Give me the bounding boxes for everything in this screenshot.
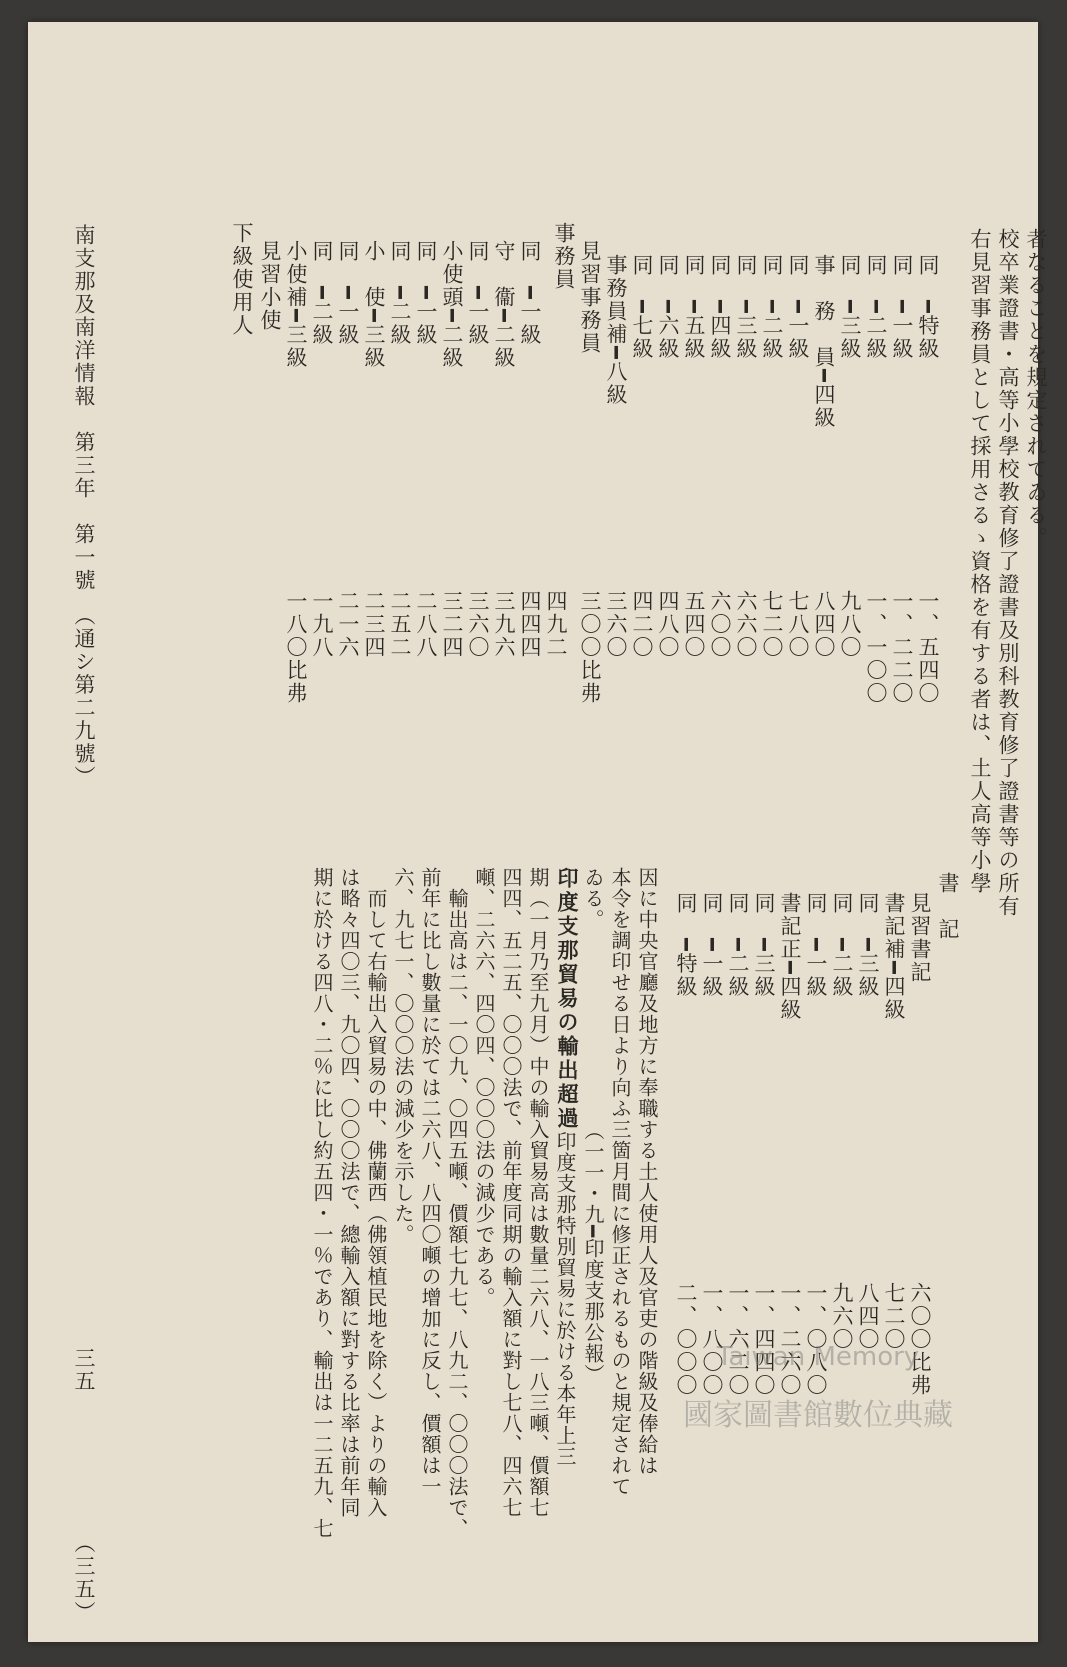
text-bottom-3: ゐる。 （一一・九━印度支那公報）	[581, 867, 605, 1386]
text-bottom-12: は略々四〇三、九〇四、〇〇〇法で、總輸入額に對する比率は前年同	[337, 867, 361, 1518]
col-top-8: 同 ━一級	[414, 240, 438, 347]
amount-top-16: 五四〇	[682, 590, 706, 659]
amount-top-6: 二八八	[414, 590, 438, 659]
amount-top-20: 七八〇	[786, 590, 810, 659]
col-bottom-2: 見習書記	[908, 892, 932, 984]
amount-top-1: 一八〇比弗	[284, 590, 308, 705]
amount-top-22: 九八〇	[838, 590, 862, 659]
text-bottom-7: 噸、二六六、四〇四、〇〇〇法の減少である。	[472, 867, 496, 1308]
col-bottom-1: 書 記	[936, 872, 960, 941]
text-bottom-4: 印度支那特別貿易に於ける本年上三	[553, 1110, 577, 1467]
document-page	[28, 22, 1048, 1642]
amount-bottom-1: 六〇〇比弗	[908, 1282, 932, 1397]
amount-top-11: 四九二	[544, 590, 568, 659]
col-top-13: 事務員	[552, 222, 576, 291]
amount-top-17: 六〇〇	[708, 590, 732, 659]
amount-bottom-7: 一、四四〇	[752, 1282, 776, 1397]
amount-top-3: 二一六	[336, 590, 360, 659]
journal-title-footer: 南支那及南洋情報 第三年 第一號 （通シ第二九號）	[72, 224, 96, 789]
col-top-17: 同 ━六級	[656, 254, 680, 361]
col-top-15: 事務員補━八級	[604, 254, 628, 407]
col-top-14: 見習事務員	[578, 240, 602, 355]
col-top-6: 小 使━三級	[362, 240, 386, 370]
col-bottom-3: 書記補━四級	[882, 892, 906, 1022]
paragraph-top-2: 校卒業證書・高等小學校教育修了證書及別科教育修了證書等の所有	[996, 228, 1020, 918]
col-top-20: 同 ━三級	[734, 254, 758, 361]
amount-bottom-2: 七二〇	[882, 1282, 906, 1351]
text-bottom-5: 期（一月乃至九月）中の輸入貿易高は數量二六八、一八三噸、價額七	[526, 867, 550, 1518]
amount-top-7: 三二四	[440, 590, 464, 659]
col-top-19: 同 ━四級	[708, 254, 732, 361]
col-bottom-6: 同 ━一級	[804, 892, 828, 999]
page-number-right: （三五）	[72, 1532, 96, 1624]
amount-top-4: 二三四	[362, 590, 386, 659]
col-top-27: 同 ━特級	[916, 254, 940, 361]
col-bottom-11: 同 ━特級	[674, 892, 698, 999]
amount-bottom-4: 九六〇	[830, 1282, 854, 1351]
amount-bottom-3: 八四〇	[856, 1282, 880, 1351]
amount-top-24: 一、二二〇	[890, 590, 914, 705]
col-bottom-5: 同 ━二級	[830, 892, 854, 999]
section-heading: 印度支那貿易の輸出超過	[555, 867, 580, 1131]
amount-bottom-10: 二、〇〇〇	[674, 1282, 698, 1397]
col-bottom-10: 同 ━一級	[700, 892, 724, 999]
watermark-en: Taiwan Memory	[716, 1342, 920, 1372]
text-bottom-6: 四四、五二五、〇〇〇法で、前年度同期の輸入額に對し七八、四六七	[499, 867, 523, 1518]
amount-top-13: 三六〇	[604, 590, 628, 659]
text-bottom-10: 六、九七一、〇〇〇法の減少を示した。	[391, 867, 415, 1245]
text-bottom-13: 期に於ける四八・二％に比し約五四・一％であり、輸出は一二五九、七	[310, 867, 334, 1539]
col-top-7: 同 ━二級	[388, 240, 412, 347]
col-bottom-9: 同 ━二級	[726, 892, 750, 999]
amount-top-5: 二五二	[388, 590, 412, 659]
col-top-5: 同 ━一級	[336, 240, 360, 347]
amount-bottom-5: 一、〇八〇	[804, 1282, 828, 1397]
amount-top-12: 三〇〇比弗	[578, 590, 602, 705]
col-top-12: 同 ━一級	[518, 240, 542, 347]
col-top-21: 同 ━二級	[760, 254, 784, 361]
col-top-3: 小使補━三級	[284, 240, 308, 370]
col-top-9: 小使頭━二級	[440, 240, 464, 370]
text-bottom-2: 本令を調印せる日より向ふ三箇月間に修正されるものと規定されて	[608, 867, 632, 1497]
amount-top-8: 三六〇	[466, 590, 490, 659]
amount-bottom-9: 一、八〇〇	[700, 1282, 724, 1397]
text-bottom-9: 前年に比し數量に於ては二六八、八四〇噸の增加に反し、價額は一	[418, 867, 442, 1497]
watermark	[678, 1342, 958, 1472]
col-top-2: 見習小使	[258, 240, 282, 332]
amount-top-21: 八四〇	[812, 590, 836, 659]
col-top-1: 下級使用人	[230, 222, 254, 337]
amount-top-2: 一九八	[310, 590, 334, 659]
text-bottom-11: 而して右輸出入貿易の中、佛蘭西（佛領植民地を除く）よりの輸入	[364, 867, 388, 1518]
amount-top-15: 四八〇	[656, 590, 680, 659]
col-top-24: 同 ━三級	[838, 254, 862, 361]
amount-bottom-6: 一、二六〇	[778, 1282, 802, 1397]
col-top-26: 同 ━一級	[890, 254, 914, 361]
col-top-11: 守 衞━二級	[492, 240, 516, 370]
text-bottom-8: 輸出高は二、一〇九、〇四五噸、價額七九七、八九二、〇〇〇法で、	[445, 867, 469, 1539]
col-top-25: 同 ━二級	[864, 254, 888, 361]
amount-bottom-8: 一、六二〇	[726, 1282, 750, 1397]
col-top-22: 同 ━一級	[786, 254, 810, 361]
amount-top-14: 四二〇	[630, 590, 654, 659]
col-bottom-8: 同 ━三級	[752, 892, 776, 999]
amount-top-23: 一、一〇〇	[864, 590, 888, 705]
col-top-18: 同 ━五級	[682, 254, 706, 361]
col-top-10: 同 ━一級	[466, 240, 490, 347]
amount-top-18: 六六〇	[734, 590, 758, 659]
col-top-16: 同 ━七級	[630, 254, 654, 361]
col-top-4: 同 ━二級	[310, 240, 334, 347]
col-bottom-7: 書記正━四級	[778, 892, 802, 1022]
watermark-zh: 國家圖書館數位典藏	[683, 1398, 953, 1433]
amount-top-10: 四四四	[518, 590, 542, 659]
amount-top-19: 七二〇	[760, 590, 784, 659]
page-number-left: 三五	[72, 1347, 96, 1393]
amount-top-9: 三九六	[492, 590, 516, 659]
col-bottom-4: 同 ━三級	[856, 892, 880, 999]
paragraph-top-3: 者なることを規定されてゐる。	[1024, 228, 1048, 550]
col-top-23: 事 務 員━四級	[812, 254, 836, 430]
amount-top-25: 一、五四〇	[916, 590, 940, 705]
text-bottom-1: 因に中央官廳及地方に奉職する土人使用人及官吏の階級及俸給は	[635, 867, 659, 1476]
paragraph-top-1: 右見習事務員として採用さるゝ資格を有する者は、土人高等小學	[968, 228, 992, 895]
